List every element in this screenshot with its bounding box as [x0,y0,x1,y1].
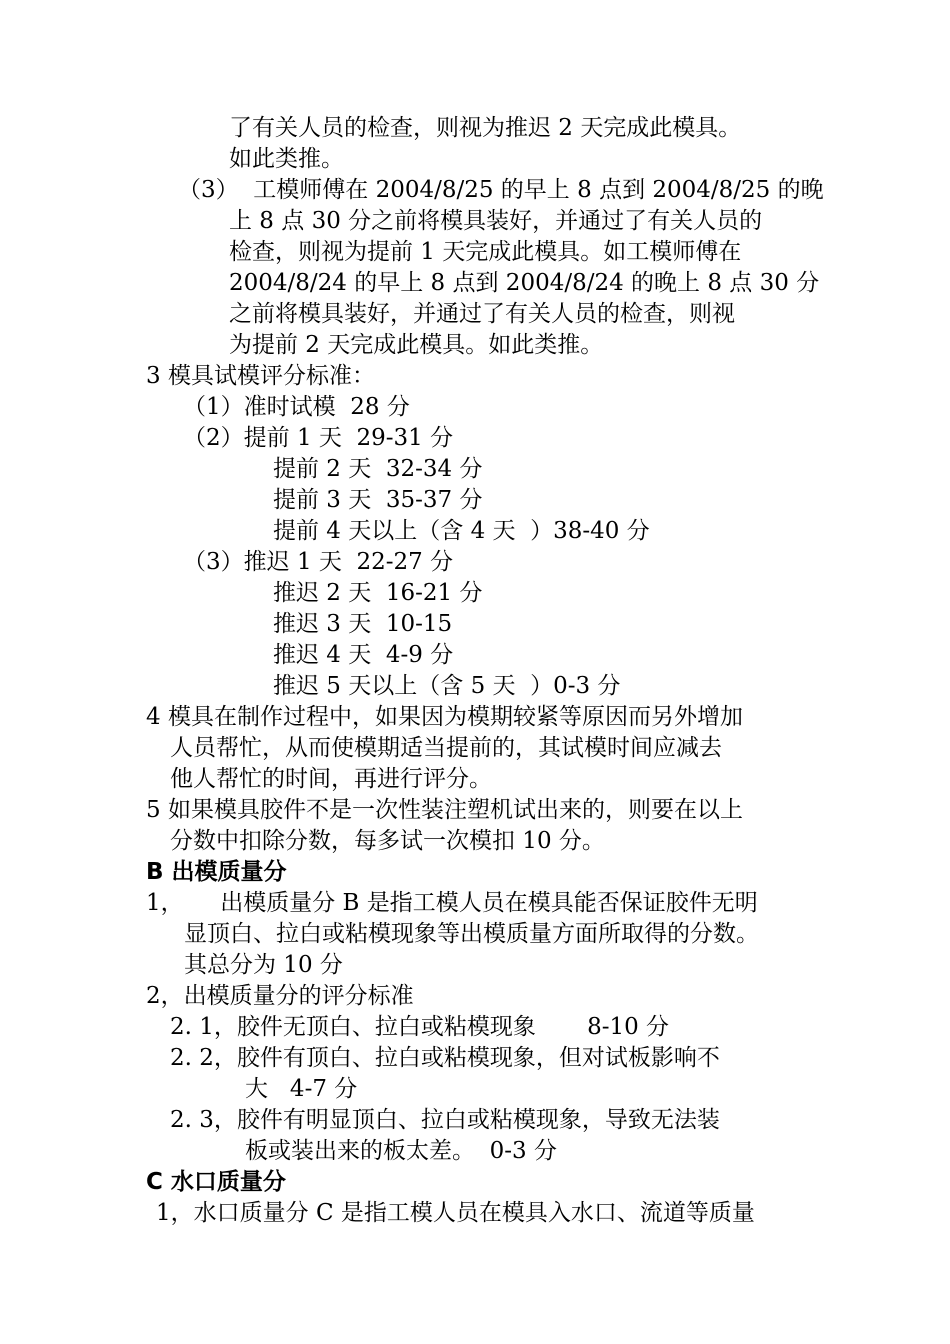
text-line: 推迟 5 天以上（含 5 天 ）0-3 分 [273,673,621,699]
text-line: 检查，则视为提前 1 天完成此模具。如工模师傅在 [229,239,742,265]
text-line: 2. 2，胶件有顶白、拉白或粘模现象，但对试板影响不 [170,1045,720,1071]
text-line: （2）提前 1 天 29-31 分 [183,425,454,451]
text-line: 1， 出模质量分 B 是指工模人员在模具能否保证胶件无明 [146,890,758,916]
section-heading: 3 模具试模评分标准： [146,363,375,389]
text-line: 4 模具在制作过程中，如果因为模期较紧等原因而另外增加 [146,704,743,730]
section-heading: B 出模质量分 [146,859,287,885]
text-line: 推迟 3 天 10-15 [273,611,453,637]
text-line: 为提前 2 天完成此模具。如此类推。 [229,332,604,358]
text-line: 他人帮忙的时间，再进行评分。 [170,766,492,792]
text-line: 提前 3 天 35-37 分 [273,487,483,513]
text-line: 板或装出来的板太差。 0-3 分 [245,1138,557,1164]
text-line: 2. 1，胶件无顶白、拉白或粘模现象 8-10 分 [170,1014,670,1040]
text-line: 2004/8/24 的早上 8 点到 2004/8/24 的晚上 8 点 30 分 [229,270,820,296]
text-line: （1）准时试模 28 分 [183,394,410,420]
text-line: 提前 2 天 32-34 分 [273,456,483,482]
text-line: 之前将模具装好，并通过了有关人员的检查，则视 [229,301,735,327]
section-heading: C 水口质量分 [146,1169,286,1195]
text-line: （3）推迟 1 天 22-27 分 [183,549,454,575]
text-line: 提前 4 天以上（含 4 天 ）38-40 分 [273,518,650,544]
text-line: 分数中扣除分数，每多试一次模扣 10 分。 [170,828,605,854]
text-line: 1，水口质量分 C 是指工模人员在模具入水口、流道等质量 [156,1200,755,1226]
text-line: 其总分为 10 分 [184,952,343,978]
text-line: （3） 工模师傅在 2004/8/25 的早上 8 点到 2004/8/25 的晚 [178,177,824,203]
text-line: 显顶白、拉白或粘模现象等出模质量方面所取得的分数。 [184,921,759,947]
text-line: 上 8 点 30 分之前将模具装好，并通过了有关人员的 [229,208,763,234]
text-line: 了有关人员的检查，则视为推迟 2 天完成此模具。 [229,115,742,141]
text-line: 人员帮忙，从而使模期适当提前的，其试模时间应减去 [170,735,722,761]
text-line: 5 如果模具胶件不是一次性装注塑机试出来的，则要在以上 [146,797,743,823]
text-line: 推迟 4 天 4-9 分 [273,642,454,668]
text-line: 2，出模质量分的评分标准 [146,983,414,1009]
text-line: 如此类推。 [229,146,344,172]
text-line: 大 4-7 分 [245,1076,358,1102]
text-line: 推迟 2 天 16-21 分 [273,580,483,606]
text-line: 2. 3，胶件有明显顶白、拉白或粘模现象，导致无法装 [170,1107,720,1133]
